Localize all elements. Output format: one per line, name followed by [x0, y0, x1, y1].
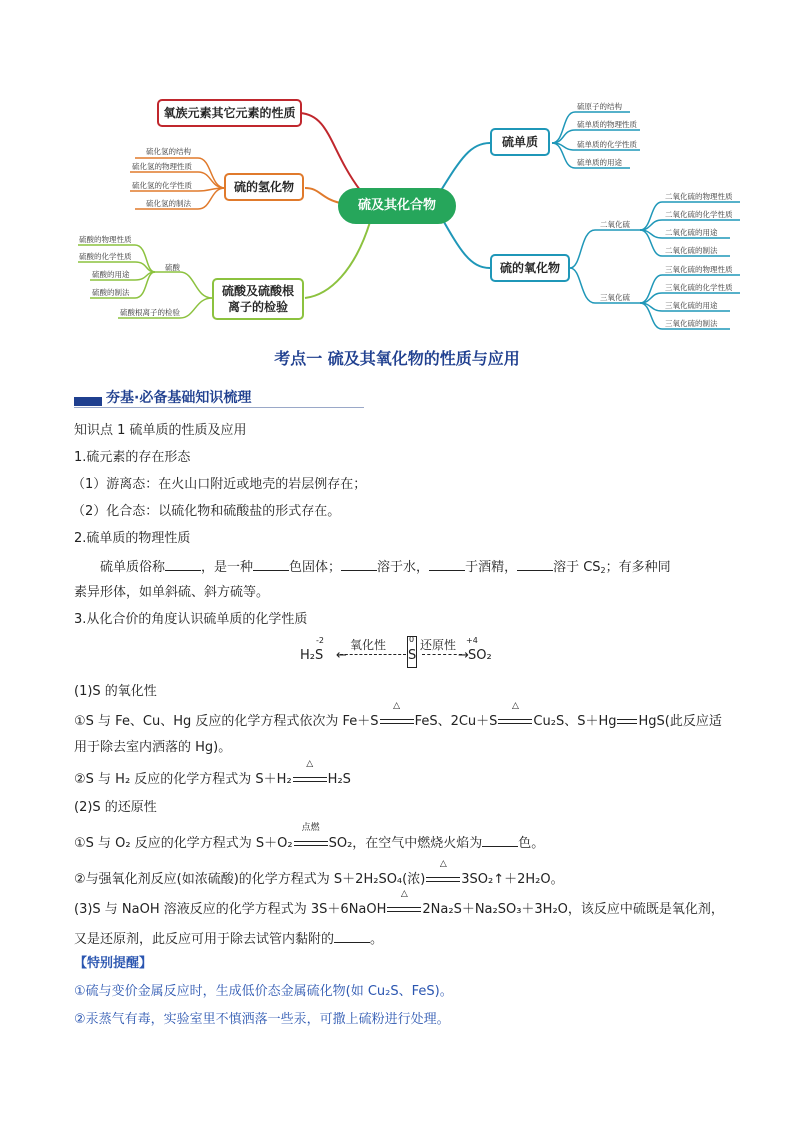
element-leaf: 硫原子的结构: [577, 102, 622, 111]
so3-leaf: 三氧化硫的化学性质: [665, 283, 733, 292]
species-so2: SO₂: [468, 648, 492, 663]
equation-line: ②S 与 H₂ 反应的化学方程式为 S＋H₂ △ H₂S: [74, 759, 351, 787]
sulfuric-leaf: 硫酸的制法: [92, 288, 130, 297]
valence-diagram: -2 H₂S 氧化性 ← 0 S 还原性 → +4 SO₂: [300, 636, 500, 670]
equation-line: ②与强氧化剂反应(如浓硫酸)的化学方程式为 S＋2H₂SO₄(浓) △ 3SO₂↑＋2H₂O。: [74, 859, 564, 887]
species-s: S: [408, 648, 417, 663]
reminder-heading: 【特别提醒】: [74, 956, 153, 971]
reminder-item: ①硫与变价金属反应时，生成低价态金属硫化物(如 Cu₂S、FeS)。: [74, 984, 453, 999]
ox-state-left: -2: [316, 636, 324, 645]
ox-state-mid: 0: [409, 635, 415, 644]
reminder-item: ②汞蒸气有毒，实验室里不慎洒落一些汞，可撒上硫粉进行处理。: [74, 1012, 450, 1027]
sulfuric-leaf: 硫酸的物理性质: [79, 235, 132, 244]
branch-sulfuric: 硫酸及硫酸根离子的检验: [212, 278, 304, 320]
branch-element: 硫单质: [490, 128, 550, 156]
phys-line: 硫单质俗称 ，是一种 色固体； 溶于水， 于酒精， 溶于 $CS_2$；有多种同: [100, 556, 671, 581]
so3-sub-label: 三氧化硫: [600, 293, 630, 302]
hydride-leaf: 硫化氢的化学性质: [132, 181, 192, 190]
sulfuric-leaf: 硫酸的用途: [92, 270, 130, 279]
hydride-leaf: 硫化氢的物理性质: [132, 162, 192, 171]
branch-oxygen-family: 氧族元素其它元素的性质: [157, 99, 302, 127]
paragraph: （2）化合态：以硫化物和硫酸盐的形式存在。: [72, 504, 341, 519]
so2-leaf: 二氧化硫的化学性质: [665, 210, 733, 219]
element-leaf: 硫单质的用途: [577, 158, 622, 167]
element-leaf: 硫单质的物理性质: [577, 120, 637, 129]
banner-text: 夯基·必备基础知识梳理: [106, 390, 252, 406]
equation-line: (3)S 与 NaOH 溶液反应的化学方程式为 3S＋6NaOH △ 2Na₂S＋Na₂SO₃＋3H₂O，该反应中硫既是氧化剂，: [74, 889, 724, 917]
subheading-s-reducing: (2)S 的还原性: [74, 800, 157, 815]
heading-2: 2.硫单质的物理性质: [74, 531, 191, 546]
knowledge-point-heading: 知识点 1 硫单质的性质及应用: [74, 423, 247, 438]
species-h2s: H₂S: [300, 648, 324, 663]
sulfate-test-leaf: 硫酸根离子的检验: [120, 308, 180, 317]
section-title: 考点一 硫及其氧化物的性质与应用: [274, 349, 520, 368]
subheading-s-oxidizing: (1)S 的氧化性: [74, 684, 157, 699]
branch-oxide: 硫的氧化物: [490, 254, 570, 282]
heading-1: 1.硫元素的存在形态: [74, 450, 191, 465]
so2-leaf: 二氧化硫的用途: [665, 228, 718, 237]
so2-leaf: 二氧化硫的制法: [665, 246, 718, 255]
heading-3: 3.从化合价的角度认识硫单质的化学性质: [74, 612, 308, 627]
paragraph: 又是还原剂，此反应可用于除去试管内黏附的 。: [74, 928, 383, 950]
paragraph: （1）游离态：在火山口附近或地壳的岩层例存在；: [72, 477, 367, 492]
so3-leaf: 三氧化硫的制法: [665, 319, 718, 328]
section-banner: [74, 386, 364, 408]
equation-line: ①S 与 O₂ 反应的化学方程式为 S＋O₂ 点燃 SO₂，在空气中燃烧火焰为 色。: [74, 823, 545, 851]
branch-hydride: 硫的氢化物: [224, 173, 304, 201]
mindmap-center: 硫及其化合物: [338, 188, 456, 224]
sulfuric-leaf: 硫酸的化学性质: [79, 252, 132, 261]
paragraph: 用于除去室内洒落的 Hg)。: [74, 740, 232, 755]
hydride-leaf: 硫化氢的制法: [146, 199, 191, 208]
hydride-leaf: 硫化氢的结构: [146, 147, 191, 156]
element-leaf: 硫单质的化学性质: [577, 140, 637, 149]
reducing-label: 还原性: [420, 638, 457, 652]
paragraph: 素异形体，如单斜硫、斜方硫等。: [74, 585, 270, 600]
so3-leaf: 三氧化硫的用途: [665, 301, 718, 310]
so3-leaf: 三氧化硫的物理性质: [665, 265, 733, 274]
sulfuric-sub-label: 硫酸: [165, 263, 180, 272]
so2-sub-label: 二氧化硫: [600, 220, 630, 229]
equation-line: ①S 与 Fe、Cu、Hg 反应的化学方程式依次为 Fe＋S △ FeS、2Cu＋S △ Cu₂S、S＋Hg HgS(此反应适: [74, 701, 722, 729]
so2-leaf: 二氧化硫的物理性质: [665, 192, 733, 201]
ox-state-right: +4: [466, 636, 478, 645]
oxidizing-label: 氧化性: [350, 638, 387, 652]
